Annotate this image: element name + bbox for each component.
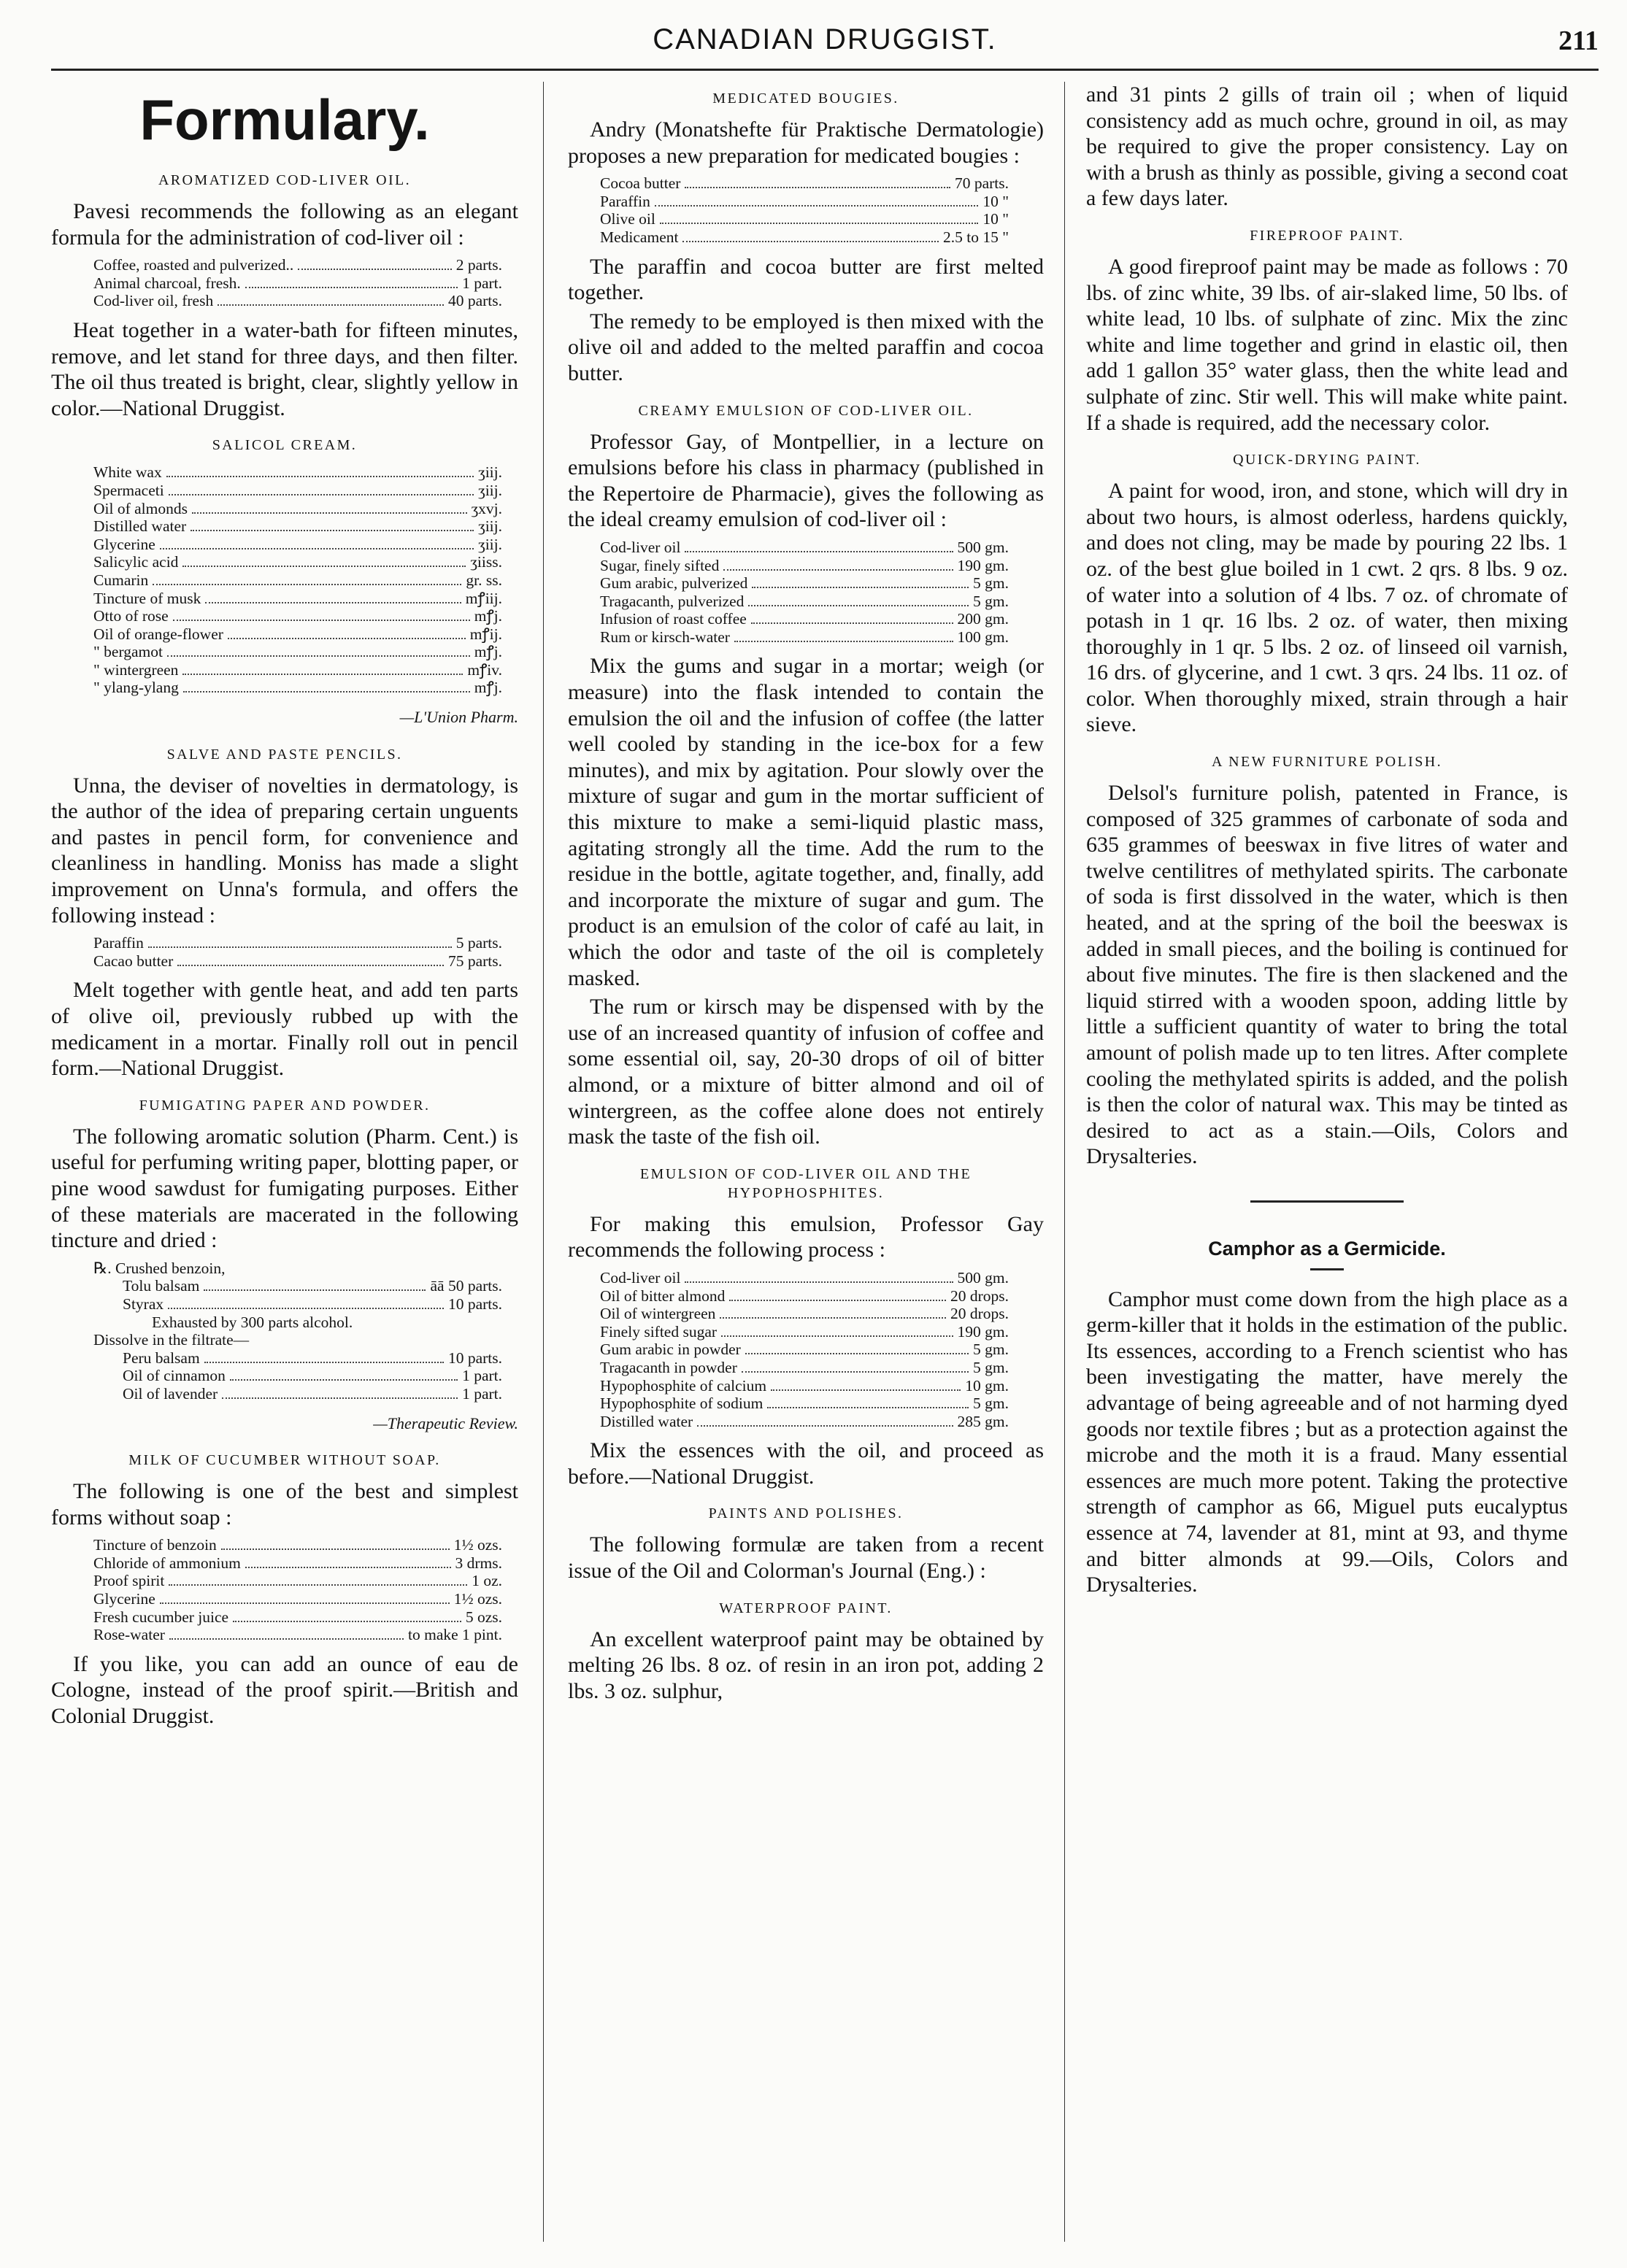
ingredient-name: " ylang-ylang: [93, 679, 179, 697]
ingredient-quantity: ʒiiss.: [470, 553, 502, 571]
recipe-row: [93, 482, 502, 500]
ingredient-name: Olive oil: [600, 210, 655, 228]
article-text: The following formulæ are taken from a recent issue of the Oil and Colorman's Journal (Eng.) :: [568, 1532, 1044, 1584]
ingredient-name: Paraffin: [93, 934, 144, 952]
dot-leader: [222, 1397, 458, 1399]
dot-leader: [298, 269, 451, 270]
article-text: and 31 pints 2 gills of train oil ; when of liquid consistency add as much ochre, ground in oil, as may be required to give the proper consistency. Lay on with a brush as thinly as possible, giving a second coat a few days later.: [1086, 82, 1568, 211]
article-text: Unna, the deviser of novelties in dermatology, is the author of the idea of preparing certain unguents and pastes in pencil form, for convenience and cleanliness in handling. Moniss has made a slight improvement on Unna's formula, and offers the following instead :: [51, 773, 518, 927]
dot-leader: [182, 674, 463, 675]
ingredient-name: Oil of wintergreen: [600, 1305, 716, 1323]
column-3: [1086, 82, 1568, 1601]
recipe-row: [600, 228, 1009, 247]
dot-leader: [729, 1300, 946, 1301]
source-citation: —L'Union Pharm.: [399, 708, 518, 727]
dot-leader: [697, 1425, 953, 1427]
ingredient-quantity: 10 parts.: [447, 1295, 502, 1313]
dot-leader: [168, 1308, 444, 1309]
dot-leader: [660, 223, 979, 224]
dot-leader: [160, 548, 474, 549]
recipe-row: [600, 1341, 1009, 1359]
ingredient-name: Oil of cinnamon: [123, 1367, 226, 1385]
ingredient-quantity: 1½ ozs.: [453, 1590, 502, 1608]
ingredient-name: Cumarin: [93, 571, 149, 589]
dot-leader: [192, 512, 467, 514]
recipe-row: [600, 1413, 1009, 1431]
ingredient-quantity: 2.5 to 15 ": [943, 228, 1009, 246]
recipe-row: [600, 1323, 1009, 1341]
recipe-line: ℞. Crushed benzoin,: [93, 1259, 226, 1277]
article-heading: MEDICATED BOUGIES.: [712, 90, 899, 107]
article-heading: MILK OF CUCUMBER WITHOUT SOAP.: [128, 1452, 441, 1469]
recipe-table: [600, 1269, 1009, 1430]
recipe-table: [93, 256, 502, 310]
ingredient-name: Proof spirit: [93, 1572, 165, 1590]
ingredient-name: " bergamot: [93, 643, 163, 661]
ingredient-quantity: ʒiij.: [478, 481, 502, 499]
ingredient-quantity: mꝭiij.: [465, 589, 502, 607]
recipe-row: [600, 1269, 1009, 1287]
article-text: The following is one of the best and simplest forms without soap :: [51, 1479, 518, 1530]
dot-leader: [169, 494, 474, 495]
recipe-table: [93, 1536, 502, 1644]
ingredient-name: " wintergreen: [93, 660, 179, 679]
ingredient-quantity: āā 50 parts.: [430, 1277, 502, 1295]
recipe-row: [93, 1572, 502, 1590]
recipe-row: [93, 661, 502, 679]
ingredient-quantity: 3 drms.: [455, 1554, 502, 1572]
dot-leader: [685, 1281, 953, 1283]
article-text: Heat together in a water-bath for fifteen minutes, remove, and let stand for three days, and then filter. The oil thus treated is bright, clear, slightly yellow in color.—National Druggist.: [51, 317, 518, 420]
recipe-row: [600, 1359, 1009, 1377]
dot-leader: [183, 691, 470, 693]
source-citation: —Therapeutic Review.: [373, 1413, 518, 1432]
ingredient-quantity: gr. ss.: [466, 571, 502, 589]
recipe-row: [600, 193, 1009, 211]
article-text: Mix the essences with the oil, and proceed as before.—National Druggist.: [568, 1438, 1044, 1489]
article-text: The remedy to be employed is then mixed with the olive oil and added to the melted paraffin and cocoa butter.: [568, 309, 1044, 385]
dot-leader: [682, 241, 939, 242]
recipe-row: [123, 1295, 502, 1314]
dot-leader: [742, 1371, 969, 1373]
recipe-row: [600, 557, 1009, 575]
article-text: Andry (Monatshefte für Praktische Dermatologie) proposes a new preparation for medicated bougies :: [568, 117, 1044, 168]
ingredient-quantity: 10 ": [982, 192, 1009, 210]
ingredient-name: Spermaceti: [93, 481, 164, 499]
header-rule: [51, 69, 1599, 71]
article-title: Camphor as a Germicide.: [1208, 1237, 1446, 1260]
ingredient-quantity: 5 gm.: [973, 1395, 1009, 1413]
recipe-table: [93, 1277, 502, 1313]
dot-leader: [160, 1602, 450, 1604]
article-text: Mix the gums and sugar in a mortar; weigh (or measure) into the flask intended to contain the emulsion the oil and the infusion of coffee (the latter well cooled by standing in the ice-box for a few minutes), and mix by agitation. Pour slowly over the mixture of sugar and gum in the mortar sufficient of this mixture to make a semi-liquid plastic mass, agitating strongly all the time. Add the rum to the residue in the bottle, agitate together, and, finally, add and incorporate the mixture of sugar and gum. The product is an emulsion of the color of café au lait, in which the odor and taste of the oil is completely masked.: [568, 654, 1044, 990]
article-heading: CREAMY EMULSION OF COD-LIVER OIL.: [638, 402, 974, 419]
article-heading: SALVE AND PASTE PENCILS.: [166, 746, 403, 763]
dot-leader: [177, 965, 444, 966]
dot-leader: [204, 1289, 426, 1291]
recipe-row: [123, 1385, 502, 1403]
ingredient-quantity: 10 ": [982, 210, 1009, 228]
dot-leader: [685, 187, 950, 188]
ingredient-quantity: 5 ozs.: [465, 1608, 502, 1626]
ingredient-quantity: 40 parts.: [447, 292, 502, 310]
dot-leader: [720, 1317, 946, 1319]
article-heading: QUICK-DRYING PAINT.: [1233, 452, 1421, 468]
article-text: Delsol's furniture polish, patented in France, is composed of 325 grammes of carbonate of soda and 635 grammes of beeswax in five litres of water and twelve centilitres of methylated spirits. The carbonate of soda is first dissolved in the water, which is then heated, and at the spring of the boil the beeswax is added in small pieces, and the boiling is continued for about five minutes. The fire is then slackened and the liquid stirred with a wooden spoon, adding little by little a sufficient quantity of water to bring the total amount of polish made up to ten litres. After complete cooling the methylated spirits is added, and the polish is then the color of natural wax. This may be tinted as desired to act as a stain.—Oils, Colors and Drysalteries.: [1086, 781, 1568, 1169]
recipe-row: [600, 628, 1009, 647]
dot-leader: [204, 1362, 444, 1363]
ingredient-name: Glycerine: [93, 535, 155, 553]
ingredient-quantity: 190 gm.: [957, 1322, 1009, 1341]
recipe-row: [600, 1395, 1009, 1413]
recipe-row: [600, 210, 1009, 228]
ingredient-name: Chloride of ammonium: [93, 1554, 241, 1572]
ingredient-quantity: 20 drops.: [950, 1305, 1009, 1323]
ingredient-quantity: 1½ ozs.: [453, 1536, 502, 1554]
ingredient-name: Medicament: [600, 228, 679, 246]
ingredient-name: Rose-water: [93, 1626, 165, 1644]
ingredient-quantity: 2 parts.: [455, 256, 502, 274]
recipe-row: [93, 607, 502, 625]
ingredient-name: Cod-liver oil: [600, 538, 681, 556]
ingredient-name: Infusion of roast coffee: [600, 610, 747, 628]
recipe-row: [600, 1377, 1009, 1395]
recipe-row: [93, 590, 502, 608]
article-heading: SALICOL CREAM.: [212, 437, 358, 454]
ingredient-name: Cod-liver oil: [600, 1268, 681, 1287]
recipe-row: [123, 1367, 502, 1385]
recipe-row: [93, 1626, 502, 1644]
ingredient-name: Cocoa butter: [600, 174, 681, 193]
ingredient-quantity: 285 gm.: [957, 1412, 1009, 1430]
dot-leader: [685, 551, 953, 552]
ingredient-quantity: mꝭj.: [474, 607, 502, 625]
article-heading: PAINTS AND POLISHES.: [708, 1505, 904, 1522]
dot-leader: [191, 530, 474, 531]
ingredient-quantity: 100 gm.: [957, 628, 1009, 646]
recipe-row: [93, 553, 502, 571]
recipe-note: Exhausted by 300 parts alcohol.: [152, 1313, 353, 1331]
recipe-row: [93, 256, 502, 274]
ingredient-name: Tragacanth in powder: [600, 1358, 737, 1376]
column-2: [568, 82, 1044, 1707]
ingredient-name: Rum or kirsch-water: [600, 628, 730, 646]
dot-leader: [245, 287, 458, 288]
ingredient-quantity: 10 parts.: [447, 1349, 502, 1367]
recipe-row: [600, 610, 1009, 628]
dot-leader: [167, 655, 470, 657]
dot-leader: [752, 587, 969, 588]
article-text: Pavesi recommends the following as an elegant formula for the administration of cod-liver oil :: [51, 199, 518, 250]
dot-leader: [218, 304, 444, 306]
ingredient-quantity: 5 gm.: [973, 574, 1009, 593]
ingredient-name: Oil of orange-flower: [93, 625, 223, 643]
ingredient-quantity: 190 gm.: [957, 556, 1009, 574]
ingredient-name: Cod-liver oil, fresh: [93, 292, 214, 310]
ingredient-quantity: 5 gm.: [973, 592, 1009, 610]
dot-leader: [169, 1638, 404, 1640]
recipe-row: [600, 1305, 1009, 1323]
ingredient-quantity: ʒiij.: [478, 517, 502, 536]
dot-leader: [169, 1584, 467, 1586]
recipe-row: [93, 1554, 502, 1573]
ingredient-name: Oil of bitter almond: [600, 1287, 726, 1305]
article-heading: AROMATIZED COD-LIVER OIL.: [158, 172, 412, 188]
dot-leader: [655, 205, 978, 207]
dot-leader: [221, 1548, 450, 1550]
article-text: If you like, you can add an ounce of eau de Cologne, instead of the proof spirit.—British and Colonial Druggist.: [51, 1651, 518, 1729]
recipe-row: [93, 934, 502, 952]
recipe-table: [93, 1349, 502, 1403]
recipe-table: [93, 934, 502, 970]
ingredient-name: Animal charcoal, fresh.: [93, 274, 241, 292]
recipe-row: [600, 574, 1009, 593]
dot-leader: [745, 1353, 969, 1354]
column-1: [51, 82, 518, 1732]
ingredient-quantity: 10 gm.: [965, 1376, 1009, 1395]
article-text: Melt together with gentle heat, and add ten parts of olive oil, previously rubbed up with the medicament in a mortar. Finally roll out in pencil form.—National Druggist.: [51, 978, 518, 1081]
ingredient-name: Distilled water: [93, 517, 187, 536]
ingredient-quantity: mꝭj.: [474, 679, 502, 697]
dot-leader: [723, 569, 953, 571]
recipe-row: [600, 539, 1009, 557]
recipe-table: [93, 463, 502, 697]
ingredient-name: Hypophosphite of sodium: [600, 1395, 764, 1413]
article-text: Camphor must come down from the high place as a germ-killer that it holds in the estimation of the public. Its essences, according to a French scientist who has been investigating the matter, have merely the advantage of being agreeable and of not harming dyed goods nor textile fibres ; but as a protection against the microbe and the moth it is a fraud. Many essential essences are much more potent. Taking the protective strength of camphor as 66, Miguel puts eucalyptus essence at 74, lavender at 81, mint at 93, and thyme and bitter almonds at 99.—Oils, Colors and Drysalteries.: [1086, 1287, 1568, 1597]
column-divider: [1064, 82, 1065, 2242]
ingredient-name: Salicylic acid: [93, 553, 179, 571]
ingredient-name: Sugar, finely sifted: [600, 556, 720, 574]
ingredient-name: Peru balsam: [123, 1349, 200, 1367]
ingredient-quantity: 70 parts.: [954, 174, 1009, 193]
dot-leader: [771, 1389, 961, 1391]
ingredient-name: Oil of lavender: [123, 1384, 218, 1403]
ingredient-quantity: 75 parts.: [447, 952, 502, 970]
ingredient-quantity: 200 gm.: [957, 610, 1009, 628]
recipe-table: [600, 174, 1009, 246]
dot-leader: [153, 584, 461, 585]
article-text: An excellent waterproof paint may be obtained by melting 26 lbs. 8 oz. of resin in an iron pot, adding 2 lbs. 3 oz. sulphur,: [568, 1627, 1044, 1703]
ingredient-name: Otto of rose: [93, 607, 169, 625]
recipe-row: [93, 952, 502, 971]
ingredient-name: Paraffin: [600, 192, 650, 210]
article-text: The paraffin and cocoa butter are first melted together.: [568, 254, 1044, 305]
ingredient-quantity: 5 gm.: [973, 1341, 1009, 1359]
ingredient-quantity: 1 oz.: [472, 1572, 502, 1590]
ingredient-quantity: ʒiij.: [478, 463, 502, 482]
dot-leader: [205, 602, 461, 603]
ingredient-name: Tincture of benzoin: [93, 1536, 217, 1554]
recipe-row: [93, 274, 502, 293]
recipe-table: [600, 539, 1009, 647]
page-number: 211: [1558, 26, 1599, 56]
ingredient-quantity: mꝭiv.: [467, 660, 502, 679]
recipe-row: [600, 593, 1009, 611]
ingredient-name: Oil of almonds: [93, 499, 188, 517]
recipe-row: [600, 174, 1009, 193]
ingredient-name: Fresh cucumber juice: [93, 1608, 229, 1626]
recipe-row: [93, 625, 502, 644]
dot-leader: [734, 641, 953, 642]
recipe-row: [93, 536, 502, 554]
dot-leader: [751, 622, 953, 624]
dot-leader: [182, 566, 466, 567]
recipe-block: [93, 1260, 502, 1403]
article-text: The rum or kirsch may be dispensed with by the use of an increased quantity of infusion of coffee and some essential oil, say, 20-30 drops of oil of bitter almond, or a mixture of bitter almond and oil of wintergreen, as the coffee alone does not entirely mask the taste of the fish oil.: [568, 995, 1044, 1149]
recipe-row: [93, 571, 502, 590]
section-title: Formulary.: [139, 88, 430, 152]
recipe-row: [93, 292, 502, 310]
ingredient-quantity: 5 gm.: [973, 1358, 1009, 1376]
ingredient-name: Gum arabic in powder: [600, 1341, 741, 1359]
ingredient-name: Cacao butter: [93, 952, 174, 970]
section-separator: [1250, 1200, 1404, 1203]
recipe-row: [93, 1608, 502, 1627]
dot-leader: [166, 476, 474, 477]
ingredient-name: Coffee, roasted and pulverized..: [93, 256, 294, 274]
dot-leader: [148, 946, 452, 948]
ingredient-name: Styrax: [123, 1295, 164, 1313]
dot-leader: [748, 605, 969, 606]
journal-title: CANADIAN DRUGGIST.: [653, 23, 997, 55]
ingredient-name: Gum arabic, pulverized: [600, 574, 748, 593]
dot-leader: [767, 1407, 969, 1408]
article-heading: WATERPROOF PAINT.: [719, 1600, 893, 1616]
title-dash: [1310, 1268, 1344, 1270]
ingredient-name: Distilled water: [600, 1412, 693, 1430]
ingredient-quantity: 5 parts.: [455, 934, 502, 952]
ingredient-name: Glycerine: [93, 1590, 155, 1608]
ingredient-name: White wax: [93, 463, 162, 482]
article-heading: A NEW FURNITURE POLISH.: [1212, 754, 1442, 771]
recipe-row: [93, 643, 502, 661]
recipe-row: [93, 463, 502, 482]
recipe-row: [93, 1536, 502, 1554]
ingredient-quantity: 1 part.: [462, 1384, 502, 1403]
ingredient-quantity: 1 part.: [462, 274, 502, 292]
dot-leader: [245, 1567, 451, 1568]
ingredient-quantity: 500 gm.: [957, 1268, 1009, 1287]
article-text: A good fireproof paint may be made as follows : 70 lbs. of zinc white, 39 lbs. of air-slaked lime, 50 lbs. of white lead, 10 lbs. of sulphate of zinc. Mix the zinc white and lime together and grind in elastic oil, then add 1 gallon 35° water glass, then the white lead and sulphate of zinc. Stir well. This will make white paint. If a shade is required, add the necessary color.: [1086, 254, 1568, 435]
ingredient-quantity: to make 1 pint.: [408, 1626, 502, 1644]
recipe-row: [600, 1287, 1009, 1305]
ingredient-name: Tragacanth, pulverized: [600, 592, 745, 610]
dot-leader: [228, 638, 466, 639]
ingredient-quantity: ʒiij.: [478, 535, 502, 553]
running-header: [51, 20, 1599, 63]
dot-leader: [233, 1621, 461, 1622]
recipe-row: [93, 517, 502, 536]
ingredient-quantity: mꝭj.: [474, 643, 502, 661]
recipe-line: Dissolve in the filtrate—: [93, 1331, 250, 1349]
recipe-row: [123, 1349, 502, 1368]
ingredient-quantity: 20 drops.: [950, 1287, 1009, 1305]
ingredient-name: Hypophosphite of calcium: [600, 1376, 767, 1395]
ingredient-name: Finely sifted sugar: [600, 1322, 718, 1341]
dot-leader: [721, 1335, 953, 1337]
recipe-row: [93, 679, 502, 697]
article-heading: EMULSION OF COD-LIVER OIL AND THE HYPOPHOSPHITES.: [639, 1165, 972, 1201]
article-text: A paint for wood, iron, and stone, which will dry in about two hours, is almost oderless, hardens quickly, and does not cling, may be made by pouring 22 lbs. 1 oz. of the best glue boiled in 1 cwt. 2 qrs. 8 lbs. 9 oz. of water into a solution of 4 lbs. 7 oz. of chromate of potash in 1 qr. 16 lbs. 2 oz. of water, then mixing thoroughly in 1 qr. 5 lbs. 2 oz. of linseed oil varnish, 16 drs. of glycerine, and 1 cwt. 3 qrs. 24 lbs. 11 oz. of color. When thoroughly mixed, strain through a hair sieve.: [1086, 479, 1568, 737]
article-text: For making this emulsion, Professor Gay recommends the following process :: [568, 1211, 1044, 1262]
ingredient-quantity: 1 part.: [462, 1367, 502, 1385]
article-text: The following aromatic solution (Pharm. Cent.) is useful for perfuming writing paper, blotting paper, or pine wood sawdust for fumigating purposes. Either of these materials are macerated in the following tincture and dried :: [51, 1124, 518, 1253]
article-text: Professor Gay, of Montpellier, in a lecture on emulsions before his class in pharmacy (published in the Repertoire de Pharmacie), gives the following as the ideal creamy emulsion of cod-liver oil :: [568, 429, 1044, 532]
ingredient-name: Tolu balsam: [123, 1277, 200, 1295]
recipe-row: [93, 1590, 502, 1608]
dot-leader: [173, 620, 470, 621]
ingredient-quantity: ʒxvj.: [471, 499, 502, 517]
ingredient-quantity: mꝭij.: [469, 625, 502, 643]
ingredient-quantity: 500 gm.: [957, 538, 1009, 556]
dot-leader: [230, 1379, 458, 1381]
recipe-row: [123, 1277, 502, 1295]
column-divider: [543, 82, 544, 2242]
article-heading: FUMIGATING PAPER AND POWDER.: [139, 1097, 431, 1114]
article-heading: FIREPROOF PAINT.: [1250, 227, 1404, 244]
ingredient-name: Tincture of musk: [93, 589, 201, 607]
recipe-row: [93, 500, 502, 518]
